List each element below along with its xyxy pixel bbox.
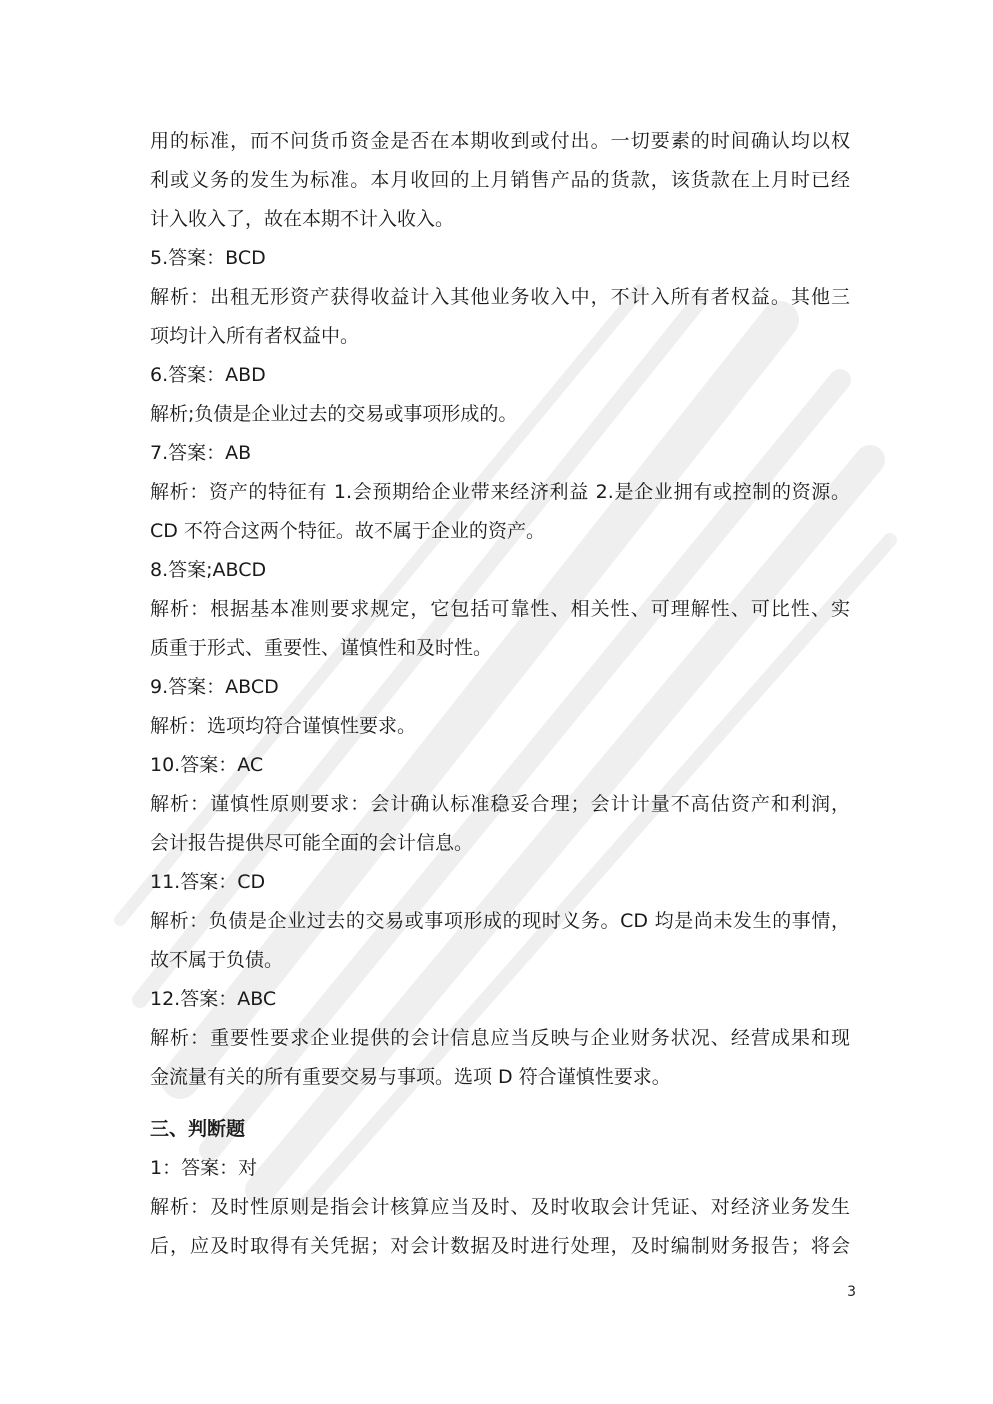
explanation-line: 故不属于负债。 — [150, 949, 284, 971]
explanation-line: 解析：根据基本准则要求规定，它包括可靠性、相关性、可理解性、可比性、实 — [150, 598, 850, 620]
explanation-line: 解析：及时性原则是指会计核算应当及时、及时收取会计凭证、对经济业务发生 — [150, 1196, 850, 1218]
text-line: 利或义务的发生为标准。本月收回的上月销售产品的货款，该货款在上月时已经 — [150, 169, 850, 191]
explanation-line: 质重于形式、重要性、谨慎性和及时性。 — [150, 637, 493, 659]
answer-line: 10.答案：AC — [150, 754, 264, 776]
text-line: 用的标准，而不问货币资金是否在本期收到或付出。一切要素的时间确认均以权 — [150, 130, 850, 152]
answer-line: 8.答案;ABCD — [150, 559, 267, 581]
explanation-line: 后，应及时取得有关凭据；对会计数据及时进行处理，及时编制财务报告；将会 — [150, 1235, 850, 1257]
explanation-line: 解析：出租无形资产获得收益计入其他业务收入中，不计入所有者权益。其他三 — [150, 286, 850, 308]
text-line: 计入收入了，故在本期不计入收入。 — [150, 208, 455, 230]
answer-line: 11.答案：CD — [150, 871, 266, 893]
answer-line: 9.答案：ABCD — [150, 676, 279, 698]
answer-line: 5.答案：BCD — [150, 247, 266, 269]
explanation-line: 解析：选项均符合谨慎性要求。 — [150, 715, 417, 737]
section-heading: 三、判断题 — [150, 1118, 246, 1140]
page-number: 3 — [847, 1284, 856, 1300]
answer-line: 12.答案：ABC — [150, 988, 277, 1010]
explanation-line: 解析：谨慎性原则要求：会计确认标准稳妥合理；会计计量不高估资产和利润， — [150, 793, 850, 815]
explanation-line: CD 不符合这两个特征。故不属于企业的资产。 — [150, 520, 545, 542]
explanation-line: 解析：重要性要求企业提供的会计信息应当反映与企业财务状况、经营成果和现 — [150, 1027, 850, 1049]
explanation-line: 解析：资产的特征有 1.会预期给企业带来经济利益 2.是企业拥有或控制的资源。 — [150, 481, 850, 503]
explanation-line: 项均计入所有者权益中。 — [150, 325, 360, 347]
explanation-line: 解析：负债是企业过去的交易或事项形成的现时义务。CD 均是尚未发生的事情， — [150, 910, 850, 932]
answer-line: 6.答案：ABD — [150, 364, 266, 386]
answer-line: 7.答案：AB — [150, 442, 252, 464]
answer-line: 1：答案：对 — [150, 1157, 258, 1179]
document-body — [150, 122, 850, 1266]
explanation-line: 解析;负债是企业过去的交易或事项形成的。 — [150, 403, 518, 425]
explanation-line: 金流量有关的所有重要交易与事项。选项 D 符合谨慎性要求。 — [150, 1066, 671, 1088]
explanation-line: 会计报告提供尽可能全面的会计信息。 — [150, 832, 474, 854]
